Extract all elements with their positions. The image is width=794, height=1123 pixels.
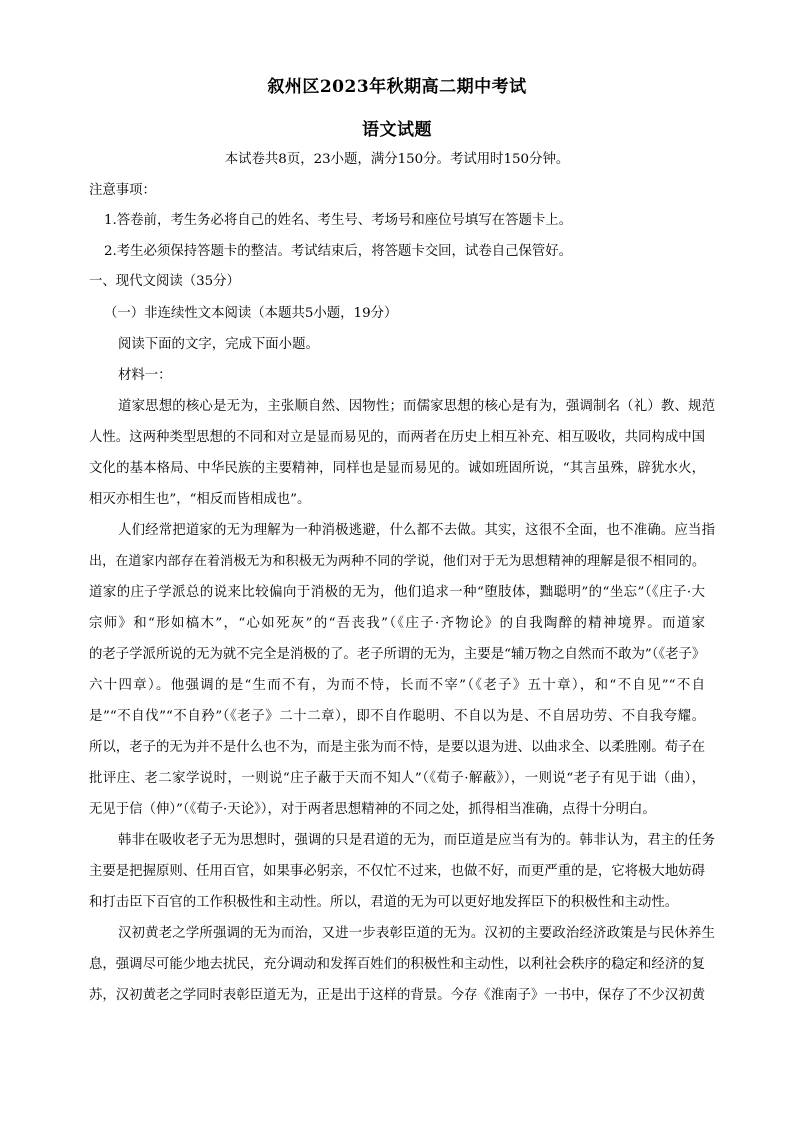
body-line: 出，在道家内部存在着消极无为和积极无为两种不同的学说，他们对于无为思想精神的理解是很不相同的。 (89, 554, 705, 569)
body-line: 息，强调尽可能少地去扰民，充分调动和发挥百姓们的积极性和主动性，以利社会秩序的稳定和经济的复 (89, 957, 705, 972)
body-line: 的老子学派所说的无为就不完全是消极的了。老子所谓的无为，主要是“辅万物之自然而不敢为”（《老子》 (89, 647, 706, 662)
body-line: 无见于信（伸）”（《荀子·天论》），对于两者思想精神的不同之处，抓得相当准确，点得十分明白。 (89, 802, 656, 817)
notice-heading: 注意事项： (89, 183, 156, 198)
instruction-text: 阅读下面的文字，完成下面小题。 (118, 337, 319, 352)
notice-item-2: 2.考生必须保持答题卡的整洁。考试结束后，将答题卡交回，试卷自己保管好。 (104, 244, 573, 259)
exam-title: 叙州区2023年秋期高二期中考试 (267, 77, 527, 97)
body-line: 人性。这两种类型思想的不同和对立是显而易见的，而两者在历史上相互补充、相互吸收，共同构成中国 (89, 430, 705, 445)
sub-section-heading: （一）非连续性文本阅读（本题共5小题，19分） (104, 306, 398, 321)
body-line: 主要是把握原则、任用百官，如果事必躬亲，不仅忙不过来，也做不好，而更严重的是，它将极大地妨碍 (89, 864, 705, 879)
notice-item-1: 1.答卷前，考生务必将自己的姓名、考生号、考场号和座位号填写在答题卡上。 (104, 213, 573, 228)
exam-info: 本试卷共8页，23小题，满分150分。考试用时150分钟。 (224, 152, 570, 167)
body-line: 相灭亦相生也”，“相反而皆相成也”。 (89, 492, 311, 507)
body-line: 是”“不自伐”“不自矜”（《老子》二十二章），即不自作聪明、不自以为是、不自居功劳、不自我夸耀。 (89, 709, 705, 724)
body-line: 人们经常把道家的无为理解为一种消极逃避，什么都不去做。其实，这很不全面，也不准确。应当指 (118, 523, 715, 538)
body-line: 道家思想的核心是无为，主张顺自然、因物性；而儒家思想的核心是有为，强调制名（礼）教、规范 (118, 399, 715, 414)
body-line: 批评庄、老二家学说时，一则说“庄子蔽于天而不知人”（《荀子·解蔽》），一则说“老子有见于诎（曲）， (89, 771, 705, 786)
body-line: 汉初黄老之学所强调的无为而治，又进一步表彰臣道的无为。汉初的主要政治经济政策是与民休养生 (118, 926, 715, 941)
material-label: 材料一： (118, 368, 172, 383)
body-line: 六十四章）。他强调的是“生而不有，为而不恃，长而不宰”（《老子》五十章），和“不自见”“不自 (89, 678, 705, 693)
body-line: 和打击臣下百官的工作积极性和主动性。所以，君道的无为可以更好地发挥臣下的积极性和主动性。 (89, 895, 679, 910)
section-heading: 一、现代文阅读（35分） (89, 274, 240, 289)
body-line: 韩非在吸收老子无为思想时，强调的只是君道的无为，而臣道是应当有为的。韩非认为，君主的任务 (118, 833, 715, 848)
body-line: 苏，汉初黄老之学同时表彰臣道无为，正是出于这样的背景。今存《淮南子》一书中，保存了不少汉初黄 (89, 988, 705, 1003)
body-line: 所以，老子的无为并不是什么也不为，而是主张为而不恃，是要以退为进、以曲求全、以柔胜刚。荀子在 (89, 740, 705, 755)
exam-subtitle: 语文试题 (362, 120, 432, 140)
body-line: 文化的基本格局、中华民族的主要精神，同样也是显而易见的。诚如班固所说，“其言虽殊，辟犹水火， (89, 461, 705, 476)
body-line: 道家的庄子学派总的说来比较偏向于消极的无为，他们追求一种“堕肢体，黜聪明”的“坐忘”（《庄子·大 (89, 585, 705, 600)
body-line: 宗师》和“形如槁木”，“心如死灰”的“吾丧我”（《庄子·齐物论》的自我陶醉的精神境界。而道家 (89, 616, 705, 631)
